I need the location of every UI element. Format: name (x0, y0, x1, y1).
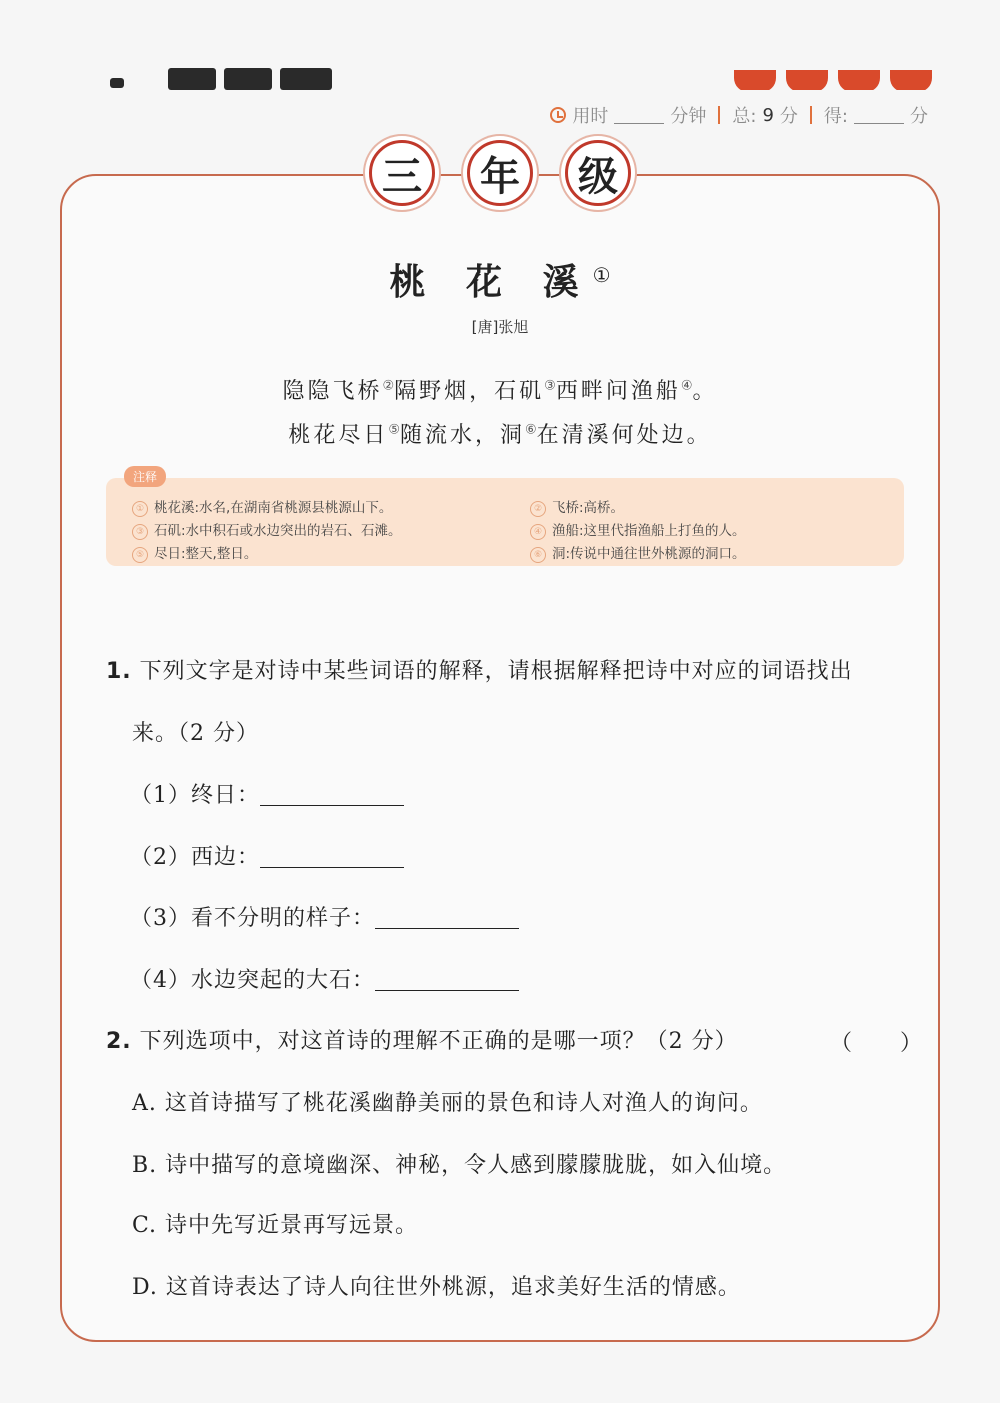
score-meta (550, 102, 928, 128)
q1-item-4: （4）水边突起的大石： (130, 963, 519, 994)
score-unit: 分 (910, 106, 928, 127)
q1-item-2: （2）西边： (130, 840, 404, 871)
notes-tag: 注释 (124, 466, 166, 487)
total-value: 9 (762, 104, 774, 126)
grade-char-3: 级 (565, 140, 631, 206)
question-2: 2. 下列选项中，对这首诗的理解不正确的是哪一项？（2 分） (106, 1029, 738, 1054)
q1-item-3: （3）看不分明的样子： (130, 901, 519, 932)
option-c: C. 诗中先写近景再写远景。 (132, 1213, 419, 1238)
answer-blank[interactable] (260, 845, 404, 868)
note-item: ② 飞桥:高桥。 (530, 496, 624, 517)
option-d: D. 这首诗表达了诗人向往世外桃源，追求美好生活的情感。 (132, 1275, 741, 1300)
cropped-header-badges (734, 70, 932, 90)
divider (810, 106, 812, 124)
grade-char-2: 年 (467, 140, 533, 206)
title-note-marker: ① (592, 263, 611, 287)
poem-line-2: 桃花尽日⑤随流水，洞⑥在清溪何处边。 (288, 422, 712, 448)
cropped-header-title (110, 58, 350, 90)
total-label: 总: (732, 106, 757, 127)
poem-title-text: 桃 花 溪 (389, 261, 593, 303)
note-item: ⑥ 洞:传说中通往世外桃源的洞口。 (530, 542, 746, 563)
divider (718, 106, 720, 124)
poem-line-1: 隐隐飞桥②隔野烟，石矶③西畔问渔船④。 (282, 378, 718, 404)
note-item: ④ 渔船:这里代指渔船上打鱼的人。 (530, 519, 746, 540)
score-blank[interactable] (854, 107, 904, 124)
time-blank[interactable] (614, 107, 664, 124)
grade-banner (0, 140, 1000, 208)
question-1-cont: 来。（2 分） (132, 721, 259, 746)
note-item: ⑤ 尽日:整天,整日。 (132, 542, 257, 563)
poem-title (0, 254, 1000, 305)
answer-blank[interactable] (260, 783, 404, 806)
note-item: ① 桃花溪:水名,在湖南省桃源县桃源山下。 (132, 496, 392, 517)
minutes-unit: 分钟 (670, 106, 707, 127)
question-1: 1. 下列文字是对诗中某些词语的解释，请根据解释把诗中对应的词语找出 (106, 659, 853, 684)
frame-line-right (640, 174, 660, 176)
q1-item-1: （1）终日： (130, 778, 404, 809)
option-b: B. 诗中描写的意境幽深、神秘，令人感到朦朦胧胧，如入仙境。 (132, 1153, 787, 1178)
top-strip (0, 0, 1000, 90)
score-label: 得: (823, 106, 848, 127)
clock-icon (550, 107, 566, 123)
answer-blank[interactable] (375, 968, 519, 991)
total-unit: 分 (779, 106, 798, 127)
grade-char-1: 三 (369, 140, 435, 206)
answer-parentheses[interactable]: （） (830, 1031, 971, 1056)
option-a: A. 这首诗描写了桃花溪幽静美丽的景色和诗人对渔人的询问。 (132, 1091, 763, 1116)
notes-box (106, 470, 904, 566)
note-item: ③ 石矶:水中积石或水边突出的岩石、石滩。 (132, 519, 402, 540)
time-label: 用时 (572, 106, 609, 127)
poem-author: [唐]张旭 (471, 318, 529, 336)
answer-blank[interactable] (375, 906, 519, 929)
